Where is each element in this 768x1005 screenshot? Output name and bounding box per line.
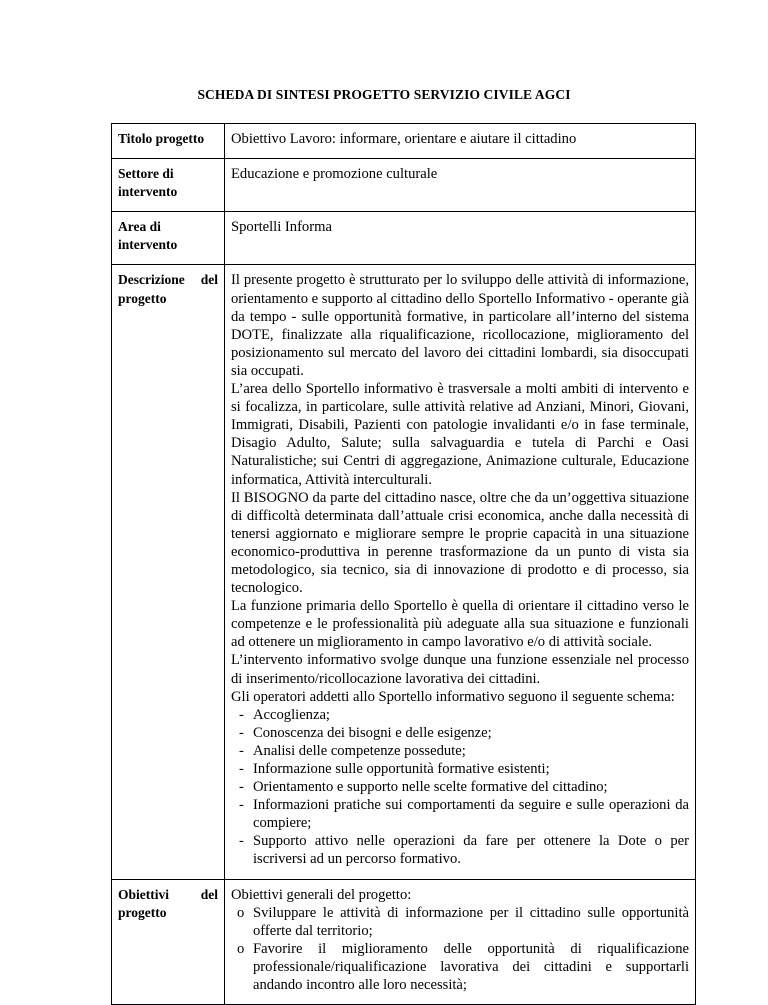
obiettivi-label [112,879,225,1005]
list-item: - Supporto attivo nelle operazioni da fare per ottenere la Dote o per iscriversi ad un percorso formativo. [239,832,689,868]
row-value: Sportelli Informa [225,212,696,265]
descrizione-paragraph: Il presente progetto è strutturato per lo sviluppo delle attività di informazione, orientamento e supporto al cittadino dello Sportello Informativo - operante già da tempo - sulle opportunità formative, in particolare all’interno del sistema DOTE, finalizzate alla riqualificazione, ricollocazione, miglioramento del posizionamento sul mercato del lavoro dei cittadini lombardi, sia disoccupati sia occupati. [231,272,689,379]
list-item: - Conoscenza dei bisogni e delle esigenze; [239,724,689,742]
row-value: Obiettivo Lavoro: informare, orientare e aiutare il cittadino [225,124,696,159]
table-row-obiettivi [112,879,696,1005]
list-item: - Informazioni pratiche sui comportamenti da seguire e sulle operazioni da compiere; [239,796,689,832]
descrizione-label-main: Descrizione [118,272,185,288]
list-item: o Sviluppare le attività di informazione per il cittadino sulle opportunità offerte dal territorio; [235,904,689,940]
row-value: Educazione e promozione culturale [225,159,696,212]
table-row [112,159,696,212]
descrizione-paragraph: L’area dello Sportello informativo è trasversale a molti ambiti di intervento e si focalizza, in particolare, sulle attività relative ad Anziani, Minori, Giovani, Immigrati, Disabili, Pazienti con patologie invalidanti e/o in fase terminale, Disagio Adulto, Salute; sulla salvaguardia e tutela di Parchi e Oasi Naturalistiche; sui Centri di aggregazione, Animazione culturale, Educazione informatica, Attività interculturali. [231,381,689,488]
descrizione-label [112,265,225,879]
table-row [112,212,696,265]
table-row-descrizione [112,265,696,879]
descrizione-paragraph: Il BISOGNO da parte del cittadino nasce, oltre che da un’oggettiva situazione di difficoltà determinata dall’attuale crisi economica, anche dalla necessità di tenersi aggiornato e migliorare sempre le proprie capacità in una situazione economico-produttiva in perenne trasformazione da un punto di vista sia metodologico, sia tecnico, sia di innovazione di prodotto e di processo, sia tecnologico. [231,489,689,597]
descrizione-value [225,265,696,879]
project-summary-table [111,123,696,1005]
descrizione-label-del: del [200,272,218,288]
list-item: - Accoglienza; [239,706,689,724]
schema-list [231,706,689,869]
obiettivi-label-del: del [200,886,218,902]
row-label: Settore di intervento [112,159,225,212]
obiettivi-intro: Obiettivi generali del progetto: [231,886,412,903]
list-item: - Orientamento e supporto nelle scelte formative del cittadino; [239,778,689,796]
list-item: - Informazione sulle opportunità formative esistenti; [239,760,689,778]
table-row [112,124,696,159]
row-label: Titolo progetto [112,124,225,159]
descrizione-paragraph: Gli operatori addetti allo Sportello informativo seguono il seguente schema: [231,688,675,705]
row-label: Area di intervento [112,212,225,265]
descrizione-paragraph: La funzione primaria dello Sportello è quella di orientare il cittadino verso le competenze e le professionalità più adeguate alla sua situazione e funzionali ad ottenere un miglioramento in campo lavorativo e/o di attività sociale. [231,598,689,651]
obiettivi-list [231,904,689,994]
descrizione-paragraph: L’intervento informativo svolge dunque una funzione essenziale nel processo di inserimento/ricollocazione lavorativa dei cittadini. [231,652,689,687]
list-item: o Favorire il miglioramento delle opportunità di riqualificazione professionale/riqualificazione lavorativa dei cittadini e supportarli andando incontro alle loro necessità; [235,940,689,994]
list-item: - Analisi delle competenze possedute; [239,742,689,760]
descrizione-label-second: progetto [118,290,167,306]
obiettivi-value [225,879,696,1005]
obiettivi-label-second: progetto [118,904,167,920]
obiettivi-label-main: Obiettivi [118,886,169,902]
document-title: SCHEDA DI SINTESI PROGETTO SERVIZIO CIVILE AGCI [197,87,571,102]
